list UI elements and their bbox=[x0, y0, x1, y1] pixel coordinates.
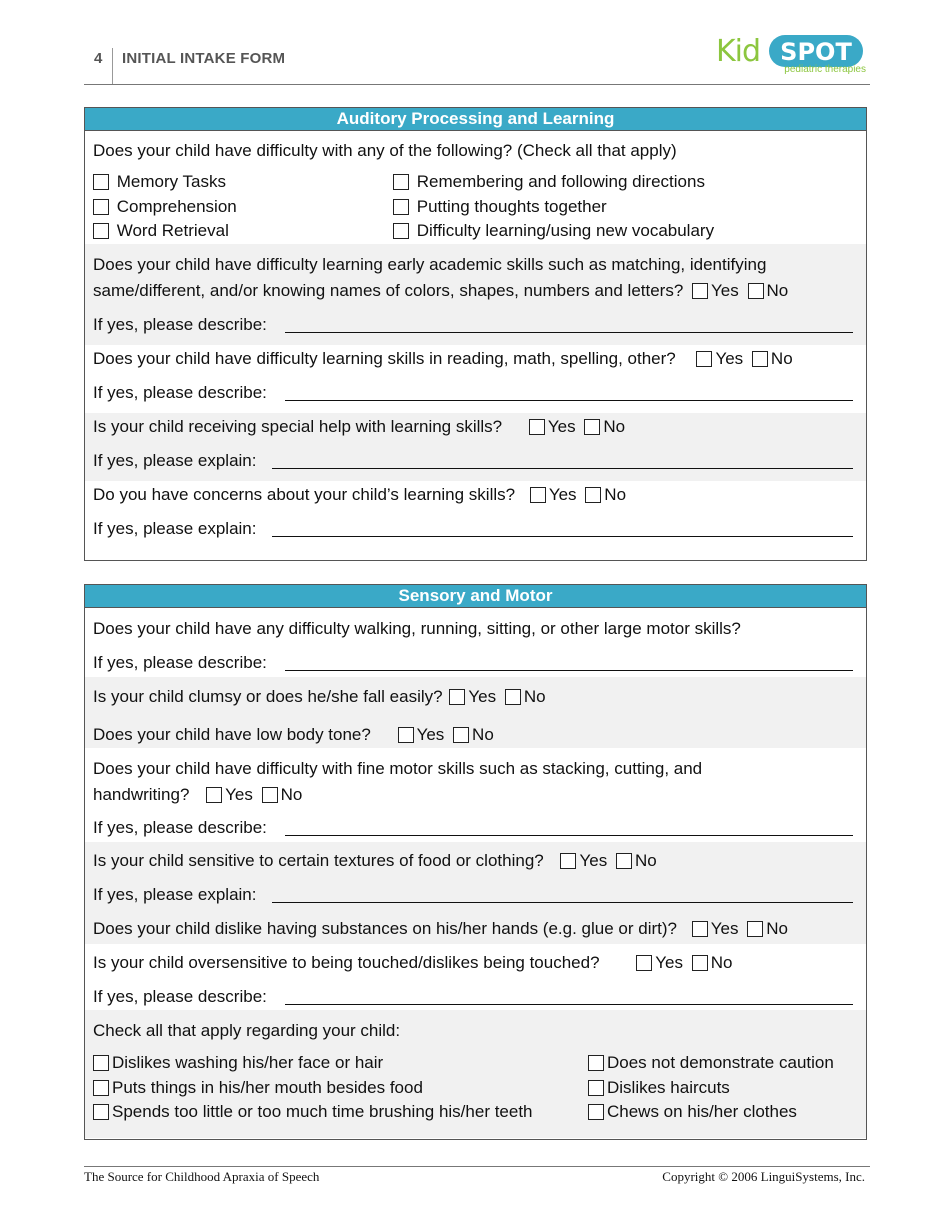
checkbox[interactable] bbox=[588, 1055, 604, 1071]
auditory-q3-line bbox=[93, 349, 793, 369]
yes-label: Yes bbox=[711, 281, 739, 300]
footer-source: The Source for Childhood Apraxia of Speech bbox=[84, 1169, 320, 1184]
sensory-q4-describe-field[interactable] bbox=[285, 835, 853, 836]
option-chews-clothes[interactable] bbox=[588, 1102, 797, 1122]
sensory-q4-block bbox=[85, 748, 866, 842]
sensory-q7-block bbox=[85, 944, 866, 1010]
option-label: Word Retrieval bbox=[116, 221, 229, 240]
no-label: No bbox=[523, 687, 546, 706]
checkbox[interactable] bbox=[393, 174, 409, 190]
checkbox[interactable] bbox=[588, 1080, 604, 1096]
checkbox[interactable] bbox=[93, 223, 109, 239]
sensory-q7-yes-checkbox[interactable] bbox=[636, 955, 652, 971]
sensory-q2-q3-block bbox=[85, 677, 866, 748]
auditory-q2-text-1: Does your child have difficulty learning early academic skills such as matching, identifying bbox=[93, 255, 767, 274]
checkbox[interactable] bbox=[588, 1104, 604, 1120]
kidspot-logo bbox=[716, 34, 866, 80]
option-label: Puts things in his/her mouth besides food bbox=[112, 1078, 423, 1097]
auditory-q5-text: Do you have concerns about your child’s learning skills? bbox=[93, 485, 516, 504]
auditory-q2-text-2: same/different, and/or knowing names of colors, shapes, numbers and letters? bbox=[93, 281, 684, 300]
yes-label: Yes bbox=[547, 417, 576, 436]
yes-label: Yes bbox=[655, 953, 683, 972]
q3-describe-field[interactable] bbox=[285, 400, 853, 401]
auditory-q1-block bbox=[85, 131, 866, 244]
auditory-q1-text: Does your child have difficulty with any of the following? (Check all that apply) bbox=[93, 141, 677, 160]
sensory-q3-line bbox=[93, 725, 494, 745]
header-divider bbox=[112, 48, 113, 84]
checkbox[interactable] bbox=[93, 1080, 109, 1096]
sensory-q2-text: Is your child clumsy or does he/she fall easily? bbox=[93, 687, 443, 706]
auditory-q4-text: Is your child receiving special help with learning skills? bbox=[93, 417, 503, 436]
auditory-q4-block bbox=[85, 413, 866, 481]
no-label: No bbox=[766, 919, 788, 938]
sensory-q6-line bbox=[93, 919, 788, 939]
no-label: No bbox=[280, 785, 303, 804]
sensory-q4-line-2 bbox=[93, 785, 302, 805]
auditory-q2-describe-label: If yes, please describe: bbox=[93, 315, 267, 334]
checkbox[interactable] bbox=[93, 1055, 109, 1071]
option-label: Dislikes washing his/her face or hair bbox=[112, 1053, 384, 1072]
logo-subtitle: pediatric therapies bbox=[784, 64, 866, 75]
yes-label: Yes bbox=[579, 851, 608, 870]
sensory-q3-no-checkbox[interactable] bbox=[453, 727, 469, 743]
option-puts-things-in-mouth[interactable] bbox=[93, 1078, 423, 1098]
auditory-section-title: Auditory Processing and Learning bbox=[85, 108, 866, 131]
q4-no-checkbox[interactable] bbox=[584, 419, 600, 435]
yes-label: Yes bbox=[468, 687, 497, 706]
logo-kid-text: Kid bbox=[716, 34, 761, 69]
no-label: No bbox=[634, 851, 657, 870]
yes-label: Yes bbox=[416, 725, 445, 744]
sensory-q7-describe-field[interactable] bbox=[285, 1004, 853, 1005]
sensory-q4-describe-label: If yes, please describe: bbox=[93, 818, 267, 837]
checkbox[interactable] bbox=[393, 199, 409, 215]
page-footer bbox=[84, 1166, 870, 1184]
option-brushing-teeth[interactable] bbox=[93, 1102, 533, 1122]
page-header bbox=[84, 34, 870, 85]
auditory-q3-block bbox=[85, 345, 866, 413]
checkbox[interactable] bbox=[93, 199, 109, 215]
q2-describe-field[interactable] bbox=[285, 332, 853, 333]
sensory-q1-describe-label: If yes, please describe: bbox=[93, 653, 267, 672]
option-dislikes-washing[interactable] bbox=[93, 1053, 383, 1073]
option-label: Memory Tasks bbox=[116, 172, 226, 191]
page-number: 4 bbox=[94, 50, 103, 67]
no-label: No bbox=[766, 281, 789, 300]
option-putting-thoughts[interactable] bbox=[393, 197, 607, 217]
logo-spot-mark bbox=[768, 34, 864, 68]
checkbox[interactable] bbox=[393, 223, 409, 239]
auditory-q5-block bbox=[85, 481, 866, 549]
auditory-q5-line bbox=[93, 485, 626, 505]
sensory-q7-text: Is your child oversensitive to being touched/dislikes being touched? bbox=[93, 953, 600, 972]
option-label: Comprehension bbox=[116, 197, 237, 216]
form-title: INITIAL INTAKE FORM bbox=[122, 50, 286, 67]
auditory-section bbox=[84, 107, 867, 561]
q4-yes-checkbox[interactable] bbox=[529, 419, 545, 435]
option-label: Putting thoughts together bbox=[416, 197, 607, 216]
auditory-q2-line-2 bbox=[93, 281, 788, 301]
sensory-q1-describe-field[interactable] bbox=[285, 670, 853, 671]
sensory-q5-yes-checkbox[interactable] bbox=[560, 853, 576, 869]
q3-yes-checkbox[interactable] bbox=[696, 351, 712, 367]
footer-copyright: Copyright © 2006 LinguiSystems, Inc. bbox=[662, 1169, 865, 1184]
logo-spot-text: SPOT bbox=[780, 38, 852, 66]
sensory-q5-line bbox=[93, 851, 657, 871]
checkbox[interactable] bbox=[93, 1104, 109, 1120]
option-comprehension[interactable] bbox=[93, 197, 237, 217]
yes-label: Yes bbox=[225, 785, 253, 804]
no-label: No bbox=[603, 417, 626, 436]
q2-yes-checkbox[interactable] bbox=[692, 283, 708, 299]
sensory-q6-yes-checkbox[interactable] bbox=[692, 921, 708, 937]
sensory-q8-block bbox=[85, 1010, 866, 1138]
no-label: No bbox=[770, 349, 793, 368]
sensory-q4-yes-checkbox[interactable] bbox=[206, 787, 222, 803]
auditory-q3-describe-label: If yes, please describe: bbox=[93, 383, 267, 402]
sensory-q3-text: Does your child have low body tone? bbox=[93, 725, 371, 744]
option-new-vocabulary[interactable] bbox=[393, 221, 714, 241]
sensory-q5-explain-field[interactable] bbox=[272, 902, 853, 903]
sensory-q6-text: Does your child dislike having substances on his/her hands (e.g. glue or dirt)? bbox=[93, 919, 677, 938]
option-label: Does not demonstrate caution bbox=[607, 1053, 834, 1072]
sensory-q3-yes-checkbox[interactable] bbox=[398, 727, 414, 743]
sensory-q4-no-checkbox[interactable] bbox=[262, 787, 278, 803]
option-label: Dislikes haircuts bbox=[607, 1078, 730, 1097]
auditory-q5-explain-label: If yes, please explain: bbox=[93, 519, 257, 538]
q4-explain-field[interactable] bbox=[272, 468, 853, 469]
sensory-q5-no-checkbox[interactable] bbox=[616, 853, 632, 869]
yes-label: Yes bbox=[715, 349, 744, 368]
option-label: Remembering and following directions bbox=[416, 172, 705, 191]
sensory-section-title: Sensory and Motor bbox=[85, 585, 866, 608]
sensory-q6-no-checkbox[interactable] bbox=[747, 921, 763, 937]
yes-label: Yes bbox=[710, 919, 739, 938]
option-word-retrieval[interactable] bbox=[93, 221, 229, 241]
sensory-q2-line bbox=[93, 687, 546, 707]
checkbox[interactable] bbox=[93, 174, 109, 190]
q5-yes-checkbox[interactable] bbox=[530, 487, 546, 503]
sensory-q5-text: Is your child sensitive to certain textures of food or clothing? bbox=[93, 851, 544, 870]
sensory-q7-line bbox=[93, 953, 732, 973]
sensory-q1-block bbox=[85, 608, 866, 677]
option-label: Spends too little or too much time brushing his/her teeth bbox=[112, 1102, 533, 1121]
q3-no-checkbox[interactable] bbox=[752, 351, 768, 367]
sensory-q1-text: Does your child have any difficulty walking, running, sitting, or other large motor skills? bbox=[93, 619, 741, 638]
sensory-section bbox=[84, 584, 867, 1140]
sensory-q2-no-checkbox[interactable] bbox=[505, 689, 521, 705]
option-no-caution[interactable] bbox=[588, 1053, 834, 1073]
sensory-q5-q6-block bbox=[85, 842, 866, 944]
auditory-q4-explain-label: If yes, please explain: bbox=[93, 451, 257, 470]
no-label: No bbox=[472, 725, 494, 744]
auditory-q2-block bbox=[85, 244, 866, 345]
sensory-q4-text-2: handwriting? bbox=[93, 785, 190, 804]
auditory-q3-text: Does your child have difficulty learning skills in reading, math, spelling, other? bbox=[93, 349, 676, 368]
option-label: Difficulty learning/using new vocabulary bbox=[416, 221, 715, 240]
yes-label: Yes bbox=[548, 485, 577, 504]
sensory-q4-text-1: Does your child have difficulty with fine motor skills such as stacking, cutting, and bbox=[93, 759, 703, 778]
option-label: Chews on his/her clothes bbox=[607, 1102, 797, 1121]
no-label: No bbox=[604, 485, 627, 504]
option-dislikes-haircuts[interactable] bbox=[588, 1078, 730, 1098]
sensory-q7-no-checkbox[interactable] bbox=[692, 955, 708, 971]
option-following-directions[interactable] bbox=[393, 172, 705, 192]
option-memory-tasks[interactable] bbox=[93, 172, 226, 192]
sensory-q2-yes-checkbox[interactable] bbox=[449, 689, 465, 705]
q5-no-checkbox[interactable] bbox=[585, 487, 601, 503]
sensory-q7-describe-label: If yes, please describe: bbox=[93, 987, 267, 1006]
sensory-q5-explain-label: If yes, please explain: bbox=[93, 885, 257, 904]
sensory-q8-text: Check all that apply regarding your child: bbox=[93, 1021, 401, 1040]
q2-no-checkbox[interactable] bbox=[748, 283, 764, 299]
q5-explain-field[interactable] bbox=[272, 536, 853, 537]
auditory-q4-line bbox=[93, 417, 625, 437]
no-label: No bbox=[710, 953, 733, 972]
